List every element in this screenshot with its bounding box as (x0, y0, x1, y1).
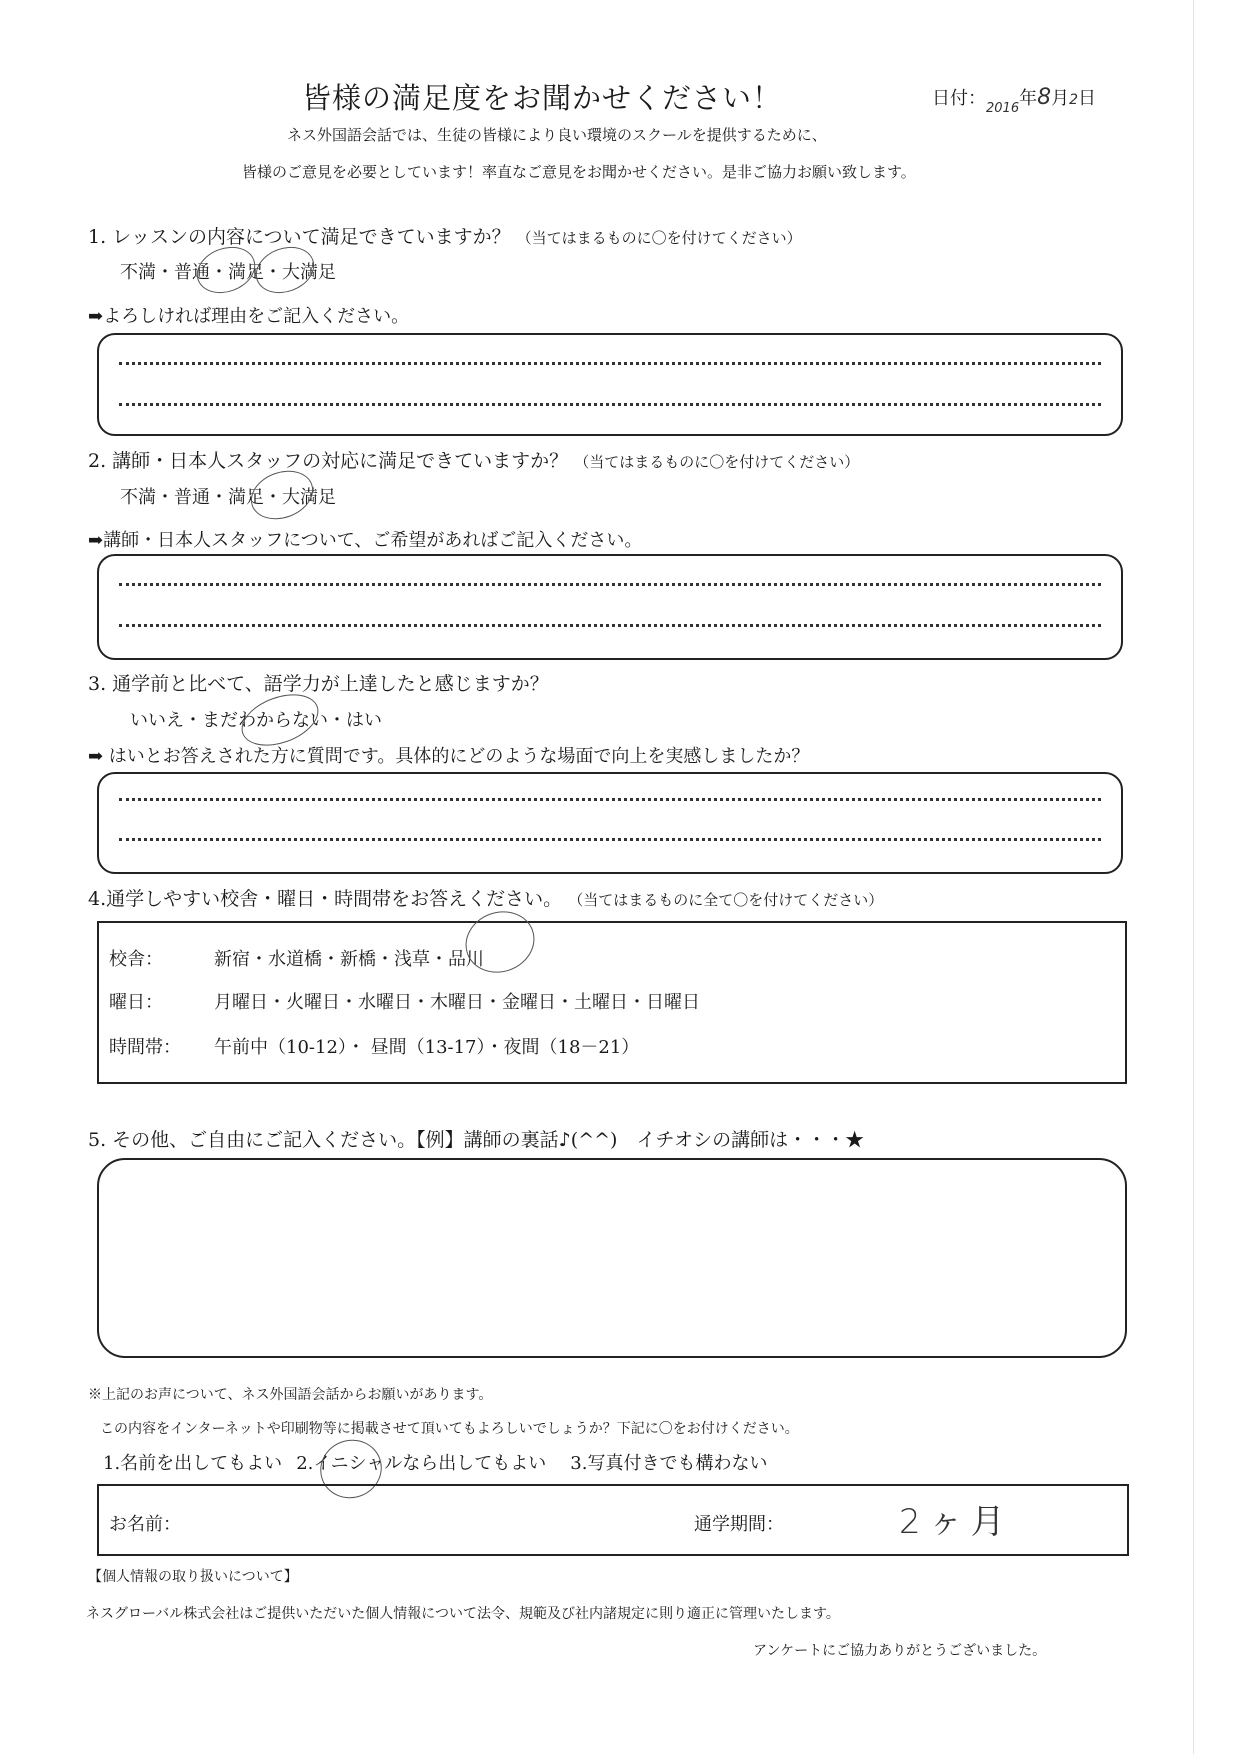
q3-followup: ➡ はいとお答えされた方に質問です。具体的にどのような場面で向上を実感しましたか？ (88, 746, 810, 767)
q4-question (88, 884, 883, 911)
scan-edge-line (1193, 0, 1194, 1754)
date-year: 2016 (986, 101, 1020, 116)
date-field (932, 84, 1097, 116)
personal-info-box (97, 1484, 1129, 1556)
q4-row-campus (109, 945, 484, 971)
thanks-message: アンケートにご協力ありがとうございました。 (753, 1643, 1047, 1659)
q2-question-text: 2. 講師・日本人スタッフの対応に満足できていますか？ (88, 450, 569, 472)
q4-row-campus-label: 校舎： (109, 949, 163, 970)
q2-answer-line-2 (119, 624, 1101, 627)
q4-row-time-label: 時間帯： (109, 1037, 181, 1058)
q4-question-text: 4.通学しやすい校舎・曜日・時間帯をお答えください。 (88, 888, 563, 910)
date-day-label: 日 (1078, 88, 1097, 109)
period-value[interactable]: 2ヶ月 (899, 1502, 1013, 1542)
q3-answer-line-1 (119, 798, 1101, 801)
q3-answer-box[interactable] (97, 772, 1123, 874)
date-month: 8 (1037, 85, 1052, 110)
q4-row-time-value[interactable]: 午前中（10-12）・ 昼間（13-17）・夜間（18－21） (214, 1037, 640, 1058)
name-value[interactable] (199, 1510, 499, 1534)
date-month-label: 月 (1051, 88, 1070, 109)
q1-question-text: 1. レッスンの内容について満足できていますか？ (88, 226, 511, 248)
q1-followup: ➡よろしければ理由をご記入ください。 (88, 306, 410, 327)
q2-note: （当てはまるものに〇を付けてください） (574, 453, 860, 471)
consent-notice: ※上記のお声について、ネス外国語会話からお願いがあります。 (88, 1387, 493, 1403)
q4-row-day-label: 曜日： (109, 992, 163, 1013)
consent-option-3[interactable]: 3.写真付きでも構わない (570, 1453, 768, 1474)
consent-options (103, 1449, 767, 1475)
q1-answer-line-2 (119, 403, 1101, 406)
page-title: 皆様の満足度をお聞かせください！ (302, 81, 783, 115)
name-label: お名前： (109, 1514, 181, 1535)
q3-question: 3. 通学前と比べて、語学力が上達したと感じますか？ (88, 673, 549, 695)
q1-question (88, 222, 802, 249)
q4-row-time (109, 1033, 639, 1059)
period-label: 通学期間： (694, 1514, 784, 1535)
q4-row-day-value[interactable]: 月曜日・火曜日・水曜日・木曜日・金曜日・土曜日・日曜日 (214, 992, 700, 1013)
q2-question (88, 446, 859, 473)
date-day: 2 (1069, 92, 1079, 108)
q2-answer-line-1 (119, 583, 1101, 586)
q2-answer-box[interactable] (97, 554, 1123, 660)
q1-options[interactable]: 不満・普通・満足・大満足 (120, 262, 336, 283)
consent-request: この内容をインターネットや印刷物等に掲載させて頂いてもよろしいでしょうか？下記に〇をお付けください。 (100, 1421, 799, 1437)
date-label: 日付： (932, 88, 986, 109)
privacy-heading: 【個人情報の取り扱いについて】 (88, 1569, 298, 1585)
q3-options[interactable]: いいえ・まだわからない・はい (130, 710, 382, 731)
consent-option-2[interactable]: 2.イニシャルなら出してもよい (296, 1453, 547, 1474)
q2-followup: ➡講師・日本人スタッフについて、ご希望があればご記入ください。 (88, 530, 643, 551)
intro-line-1: ネス外国語会話では、生徒の皆様により良い環境のスクールを提供するために、 (287, 126, 827, 144)
q5-answer-box[interactable] (97, 1158, 1127, 1358)
q1-answer-line-1 (119, 362, 1101, 365)
q4-row-campus-value[interactable]: 新宿・水道橋・新橋・浅草・品川 (214, 949, 484, 970)
q4-options-box (97, 921, 1127, 1084)
q2-options[interactable]: 不満・普通・満足・大満足 (120, 487, 336, 508)
q1-answer-box[interactable] (97, 333, 1123, 436)
privacy-text: ネスグローバル株式会社はご提供いただいた個人情報について法令、規範及び社内諸規定に則り適正に管理いたします。 (86, 1606, 840, 1622)
q5-question: 5. その他、ご自由にご記入ください。【例】講師の裏話♪(^^) イチオシの講師は・・・★ (88, 1129, 865, 1151)
q4-note: （当てはまるものに全て〇を付けてください） (568, 891, 884, 909)
q4-row-day (109, 988, 700, 1014)
q3-answer-line-2 (119, 838, 1101, 841)
consent-option-1[interactable]: 1.名前を出してもよい (103, 1453, 283, 1474)
intro-line-2: 皆様のご意見を必要としています！率直なご意見をお聞かせください。是非ご協力お願い致します。 (242, 163, 916, 181)
q1-note: （当てはまるものに〇を付けてください） (516, 229, 802, 247)
date-year-label: 年 (1019, 88, 1038, 109)
